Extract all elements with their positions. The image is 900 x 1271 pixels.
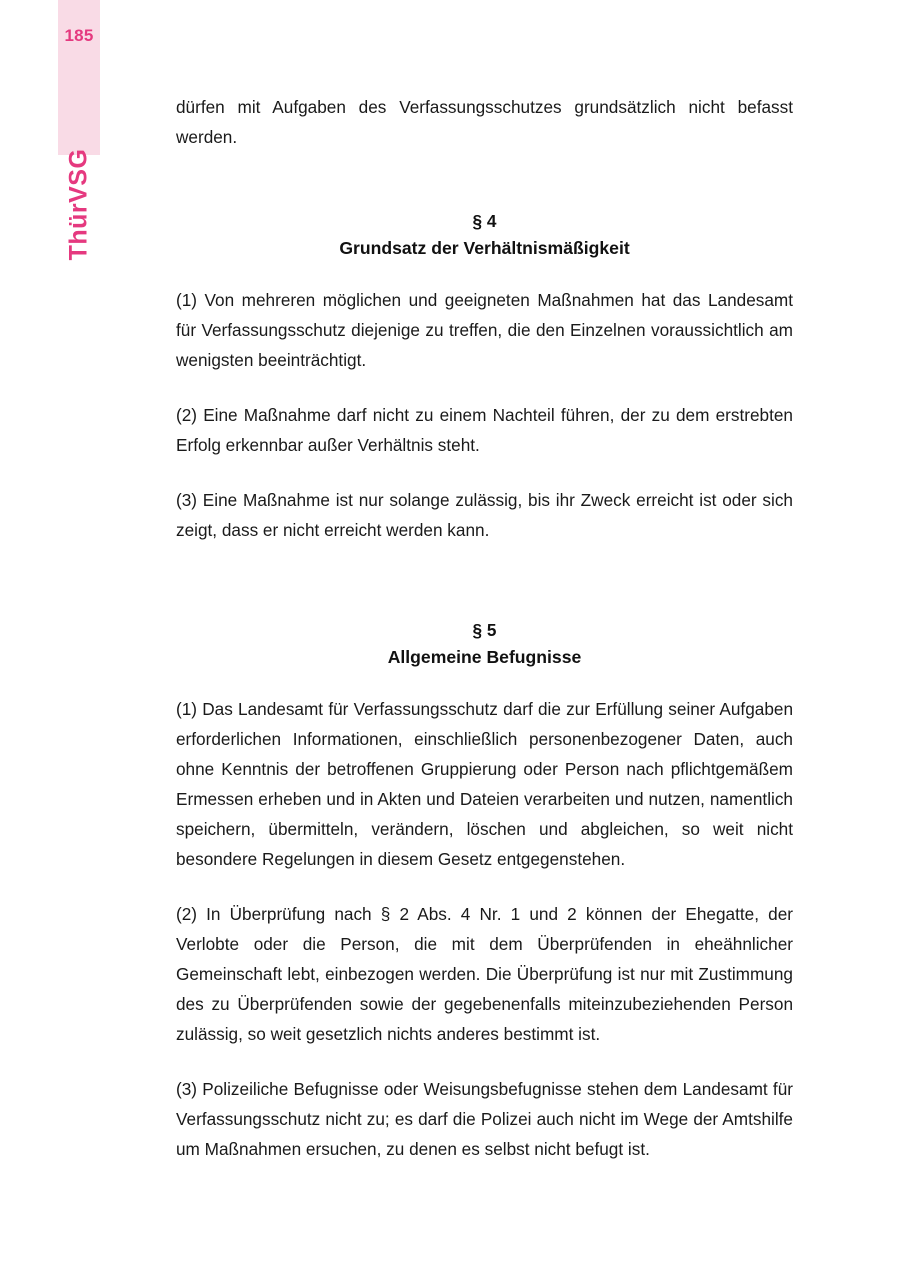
side-chapter-label [56,148,102,350]
paragraph: (3) Eine Maßnahme ist nur solange zulässig, bis ihr Zweck erreicht ist oder sich zeigt, dass er nicht erreicht werden kann. [176,490,793,540]
intro-paragraph: dürfen mit Aufgaben des Verfassungsschutzes grundsätzlich nicht befasst werden. [176,97,793,147]
section-title: Allgemeine Befugnisse [387,647,582,667]
spacer [176,545,793,617]
page-content [176,92,793,1164]
spacer [176,263,793,285]
side-tab-strip [58,0,100,155]
section-title: Grundsatz der Verhältnismäßigkeit [339,238,630,258]
page-number: 185 [64,26,94,45]
section-heading-4 [176,208,793,263]
spacer [176,152,793,208]
section-number: § 4 [472,211,497,231]
paragraph: (1) Das Landesamt für Verfassungsschutz darf die zur Erfüllung seiner Aufgaben erforderlichen Informationen, einschließlich personenbezogener Daten, auch ohne Kenntnis der betroffenen Gruppierung oder Person nach pflichtgemäßem Ermessen erheben und in Akten und Dateien verarbeiten und nutzen, namentlich speichern, übermitteln, verändern, löschen und abgleichen, so weit nicht besondere Regelungen in diesem Gesetz entgegenstehen. [176,699,793,869]
section-heading-5 [176,617,793,672]
spacer [176,672,793,694]
section-number: § 5 [472,620,497,640]
side-chapter-label-text: ThürVSG [64,148,93,261]
paragraph: (3) Polizeiliche Befugnisse oder Weisungsbefugnisse stehen dem Landesamt für Verfassungsschutz nicht zu; es darf die Polizei auch nicht im Wege der Amtshilfe um Maßnahmen ersuchen, zu denen es selbst nicht befugt ist. [176,1079,793,1159]
paragraph: (2) Eine Maßnahme darf nicht zu einem Nachteil führen, der zu dem erstrebten Erfolg erkennbar außer Verhältnis steht. [176,405,793,455]
paragraph: (2) In Überprüfung nach § 2 Abs. 4 Nr. 1 und 2 können der Ehegatte, der Verlobte oder die Person, die mit dem Überprüfenden in eheähnlicher Gemeinschaft lebt, einbezogen werden. Die Überprüfung ist nur mit Zustimmung des zu Überprüfenden sowie der gegebenenfalls miteinzubeziehenden Person zulässig, so weit gesetzlich nichts anderes bestimmt ist. [176,904,793,1044]
paragraph: (1) Von mehreren möglichen und geeigneten Maßnahmen hat das Landesamt für Verfassungsschutz diejenige zu treffen, die den Einzelnen voraussichtlich am wenigsten beeinträchtigt. [176,290,793,370]
